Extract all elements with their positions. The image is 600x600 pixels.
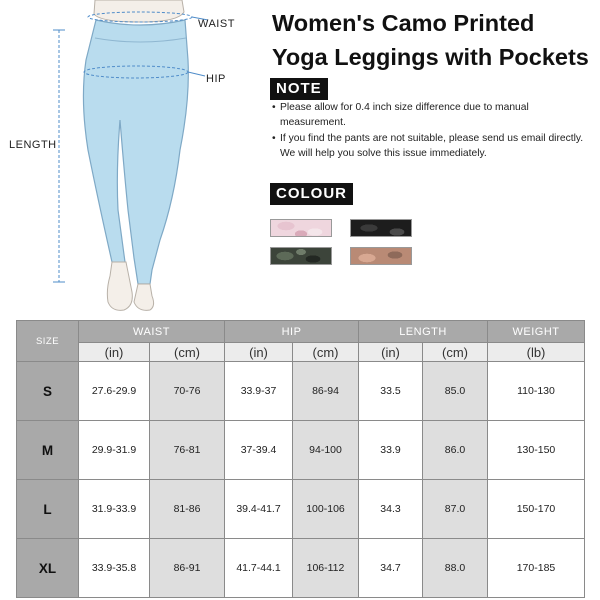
bullet-icon: •	[272, 133, 276, 144]
waist-cm-cell: 81-86	[150, 480, 225, 539]
length-cm-cell: 85.0	[423, 362, 488, 421]
length-in-cell: 33.9	[359, 421, 423, 480]
hip-in-cell: 33.9-37	[225, 362, 293, 421]
unit-header: (in)	[225, 343, 293, 362]
table-row	[17, 362, 585, 421]
bullet-icon: •	[272, 102, 276, 113]
length-in-cell: 34.3	[359, 480, 423, 539]
weight-header: WEIGHT	[488, 321, 585, 343]
weight-cell: 150-170	[488, 480, 585, 539]
waist-in-cell: 27.6-29.9	[79, 362, 150, 421]
waist-in-cell: 33.9-35.8	[79, 539, 150, 598]
swatch-black-camo[interactable]	[350, 219, 412, 237]
length-label: LENGTH	[9, 139, 57, 151]
size-cell: XL	[17, 539, 79, 598]
length-in-cell: 34.7	[359, 539, 423, 598]
table-row	[17, 421, 585, 480]
table-row	[17, 480, 585, 539]
weight-cell: 110-130	[488, 362, 585, 421]
length-header: LENGTH	[359, 321, 488, 343]
size-cell: M	[17, 421, 79, 480]
size-header: SIZE	[17, 321, 79, 362]
unit-header: (cm)	[293, 343, 359, 362]
table-row	[17, 539, 585, 598]
length-cm-cell: 88.0	[423, 539, 488, 598]
hip-in-cell: 37-39.4	[225, 421, 293, 480]
swatch-tan-camo[interactable]	[350, 247, 412, 265]
unit-header: (cm)	[423, 343, 488, 362]
hip-label: HIP	[206, 73, 226, 85]
product-title-line2: Yoga Leggings with Pockets	[272, 44, 589, 70]
hip-pointer	[188, 72, 205, 76]
waist-cm-cell: 70-76	[150, 362, 225, 421]
unit-header: (cm)	[150, 343, 225, 362]
product-title	[272, 6, 600, 74]
hip-header: HIP	[225, 321, 359, 343]
size-cell: L	[17, 480, 79, 539]
weight-cell: 170-185	[488, 539, 585, 598]
unit-header: (lb)	[488, 343, 585, 362]
note-item	[272, 132, 590, 161]
leggings-illustration	[0, 0, 260, 318]
hip-cm-cell: 94-100	[293, 421, 359, 480]
note-badge: NOTE	[270, 78, 328, 100]
waist-label: WAIST	[198, 18, 235, 30]
leggings-shape	[83, 20, 188, 284]
weight-cell: 130-150	[488, 421, 585, 480]
right-foot	[134, 284, 154, 310]
waist-cm-cell: 76-81	[150, 421, 225, 480]
colour-badge: COLOUR	[270, 183, 353, 205]
waist-in-cell: 29.9-31.9	[79, 421, 150, 480]
hip-in-cell: 41.7-44.1	[225, 539, 293, 598]
waist-in-cell: 31.9-33.9	[79, 480, 150, 539]
leggings-figure	[0, 0, 260, 318]
hip-cm-cell: 106-112	[293, 539, 359, 598]
note-item	[272, 101, 590, 130]
unit-header: (in)	[79, 343, 150, 362]
swatch-green-camo[interactable]	[270, 247, 332, 265]
hip-cm-cell: 100-106	[293, 480, 359, 539]
waist-header: WAIST	[79, 321, 225, 343]
length-cm-cell: 87.0	[423, 480, 488, 539]
hip-in-cell: 39.4-41.7	[225, 480, 293, 539]
torso-shape	[94, 0, 184, 22]
length-in-cell: 33.5	[359, 362, 423, 421]
swatch-pink-camo[interactable]	[270, 219, 332, 237]
size-cell: S	[17, 362, 79, 421]
note-text: Please allow for 0.4 inch size difference due to manual measurement.	[280, 102, 529, 128]
left-foot	[107, 262, 132, 310]
hip-cm-cell: 86-94	[293, 362, 359, 421]
unit-header: (in)	[359, 343, 423, 362]
product-title-line1: Women's Camo Printed	[272, 10, 535, 36]
note-text: If you find the pants are not suitable, please send us email directly. We will help you solve this issue immediately.	[280, 133, 584, 159]
length-cm-cell: 86.0	[423, 421, 488, 480]
size-chart-table	[16, 320, 585, 598]
waist-cm-cell: 86-91	[150, 539, 225, 598]
